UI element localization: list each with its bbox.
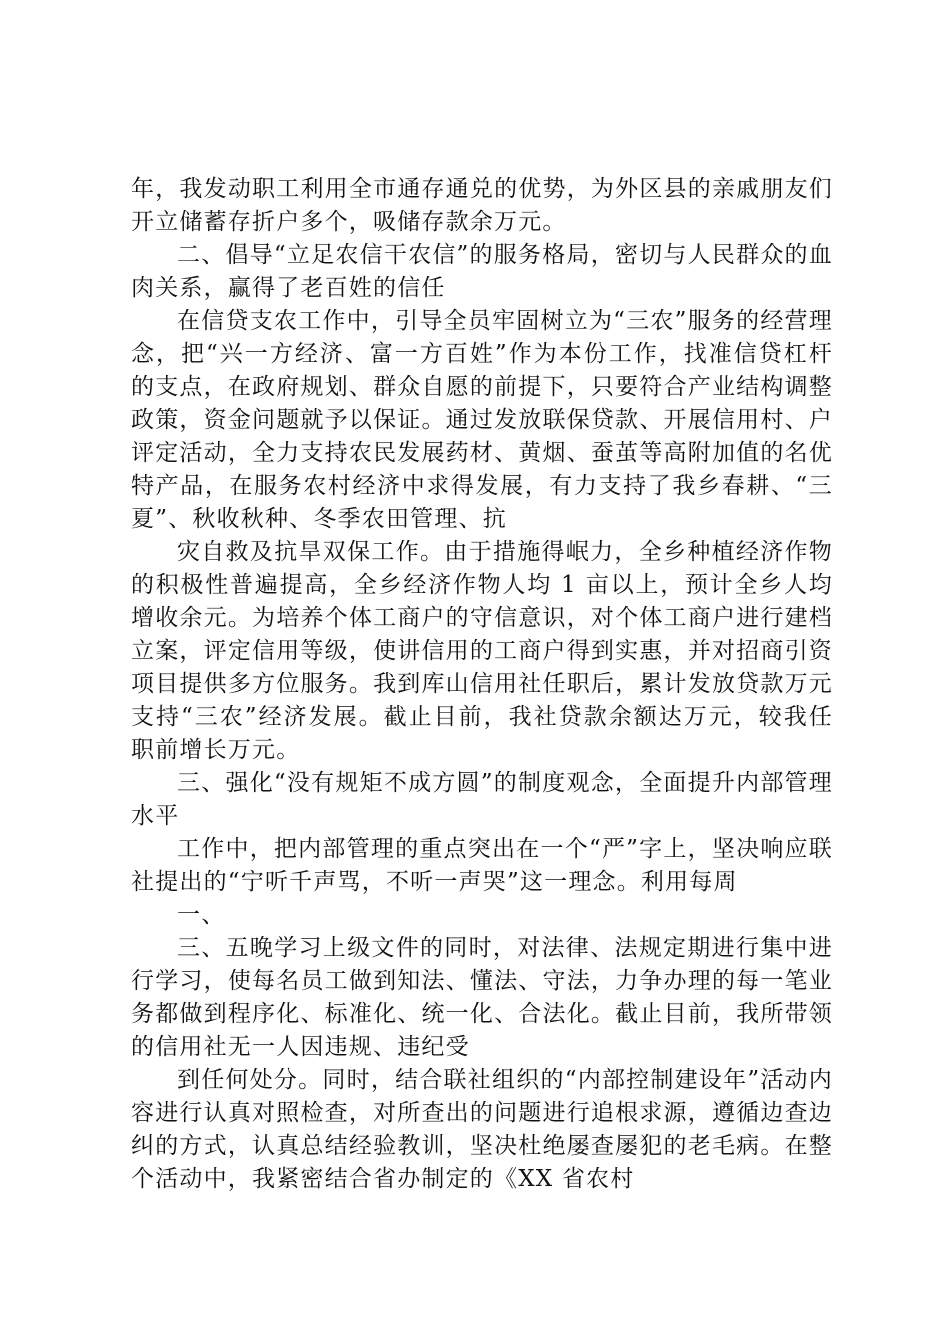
paragraph-6: 工作中，把内部管理的重点突出在一个“严”字上，坚决响应联社提出的“宁听千声骂，不听一声哭”这一理念。利用每周 bbox=[131, 836, 833, 895]
paragraph-3: 在信贷支农工作中，引导全员牢固树立为“三农”服务的经营理念，把“兴一方经济、富一方百姓”作为本份工作，找准信贷杠杆的支点，在政府规划、群众自愿的前提下，只要符合产业结构调整政策，资金问题就予以保证。通过发放联保贷款、开展信用村、户评定活动，全力支持农民发展药材、黄烟、蚕茧等高附加值的名优特产品，在服务农村经济中求得发展，有力支持了我乡春耕、“三夏”、秋收秋种、冬季农田管理、抗 bbox=[131, 308, 833, 532]
paragraph-9: 到任何处分。同时，结合联社组织的“内部控制建设年”活动内容进行认真对照检查，对所查出的问题进行追根求源，遵循边查边纠的方式，认真总结经验教训，坚决杜绝屡查屡犯的老毛病。在整个活动中，我紧密结合省办制定的《XX 省农村 bbox=[131, 1067, 833, 1192]
section-heading-3: 三、强化“没有规矩不成方圆”的制度观念，全面提升内部管理水平 bbox=[131, 770, 833, 829]
paragraph-7: 一、 bbox=[177, 902, 226, 928]
section-heading-2: 二、倡导“立足农信干农信”的服务格局，密切与人民群众的血肉关系，赢得了老百姓的信任 bbox=[131, 242, 833, 301]
paragraph-8: 三、五晚学习上级文件的同时，对法律、法规定期进行集中进行学习，使每名员工做到知法、懂法、守法，力争办理的每一笔业务都做到程序化、标准化、统一化、合法化。截止目前，我所带领的信用社无一人因违规、违纪受 bbox=[131, 935, 833, 1060]
document-body bbox=[131, 173, 833, 1196]
paragraph-1: 年，我发动职工利用全市通存通兑的优势，为外区县的亲戚朋友们开立储蓄存折户多个，吸储存款余万元。 bbox=[131, 176, 833, 235]
paragraph-4: 灾自救及抗旱双保工作。由于措施得岷力，全乡种植经济作物的积极性普遍提高，全乡经济作物人均 1 亩以上，预计全乡人均增收余元。为培养个体工商户的守信意识，对个体工商户进行建档立案，评定信用等级，使讲信用的工商户得到实惠，并对招商引资项目提供多方位服务。我到库山信用社任职后，累计发放贷款万元支持“三农”经济发展。截止目前，我社贷款余额达万元，较我任职前增长万元。 bbox=[131, 539, 833, 763]
